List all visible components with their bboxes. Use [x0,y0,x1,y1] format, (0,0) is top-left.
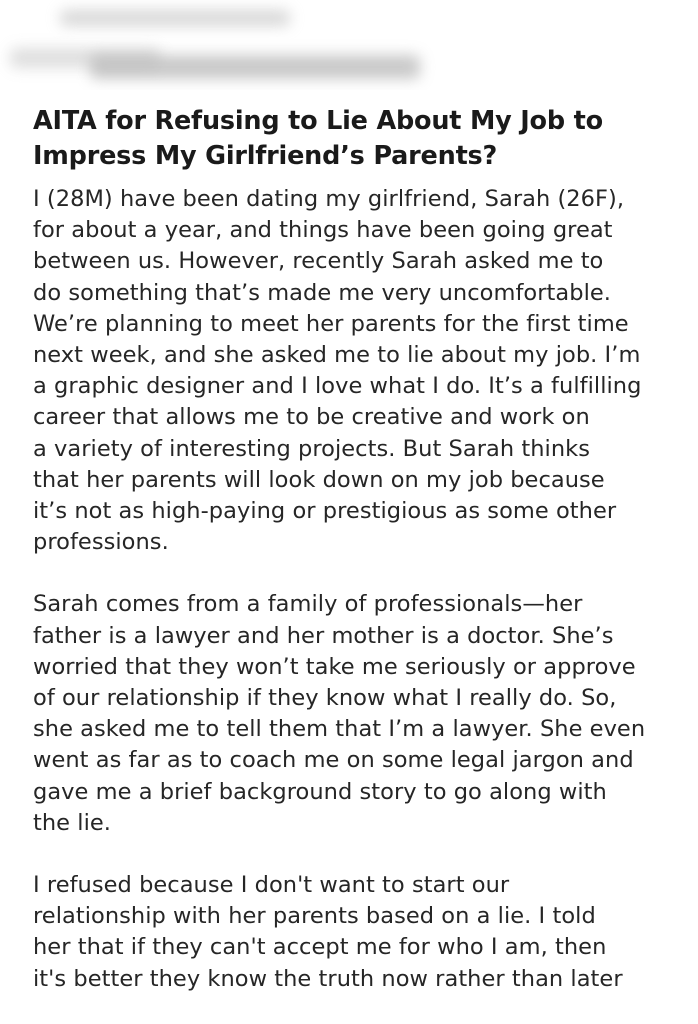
post-title-line: AITA for Refusing to Lie About My Job to [33,106,603,136]
body-paragraph [33,184,673,558]
body-text-line: relationship with her parents based on a lie. I told [33,903,596,930]
body-text-line: next week, and she asked me to lie about my job. I’m [33,342,641,369]
body-text-line: a variety of interesting projects. But Sarah thinks [33,435,590,462]
body-text-line: her that if they can't accept me for who I am, then [33,934,607,961]
blurred-header [0,0,698,90]
body-paragraph [33,589,673,839]
body-text-line: professions. [33,529,169,556]
body-text-line: father is a lawyer and her mother is a doctor. She’s [33,622,614,649]
blurred-text-3 [90,55,420,79]
body-text-line: she asked me to tell them that I’m a lawyer. She even [33,716,646,743]
body-text-line: do something that’s made me very uncomfortable. [33,279,611,306]
body-text-line: gave me a brief background story to go along with [33,778,607,805]
body-text-line: it’s not as high-paying or prestigious as some other [33,498,617,525]
body-text-line: worried that they won’t take me seriously or approve [33,653,636,680]
post [33,104,673,1024]
post-title-line: Impress My Girlfriend’s Parents? [33,141,498,171]
body-text-line: it's better they know the truth now rather than later [33,965,623,992]
post-title [33,104,673,174]
body-text-line: for about a year, and things have been going great [33,217,613,244]
body-paragraph [33,870,673,995]
body-text-line: that her parents will look down on my job because [33,466,605,493]
body-text-line: between us. However, recently Sarah asked me to [33,248,604,275]
body-text-line: went as far as to coach me on some legal jargon and [33,747,634,774]
post-body [33,184,673,995]
body-text-line: We’re planning to meet her parents for the first time [33,310,629,337]
body-text-line: the lie. [33,809,111,836]
body-text-line: Sarah comes from a family of professionals—her [33,591,583,618]
body-text-line: I (28M) have been dating my girlfriend, Sarah (26F), [33,186,625,212]
blurred-text-1 [60,10,290,26]
body-text-line: career that allows me to be creative and work on [33,404,590,431]
body-text-line: a graphic designer and I love what I do. It’s a fulfilling [33,373,642,400]
body-text-line: of our relationship if they know what I really do. So, [33,685,617,712]
body-text-line: I refused because I don't want to start our [33,872,510,899]
